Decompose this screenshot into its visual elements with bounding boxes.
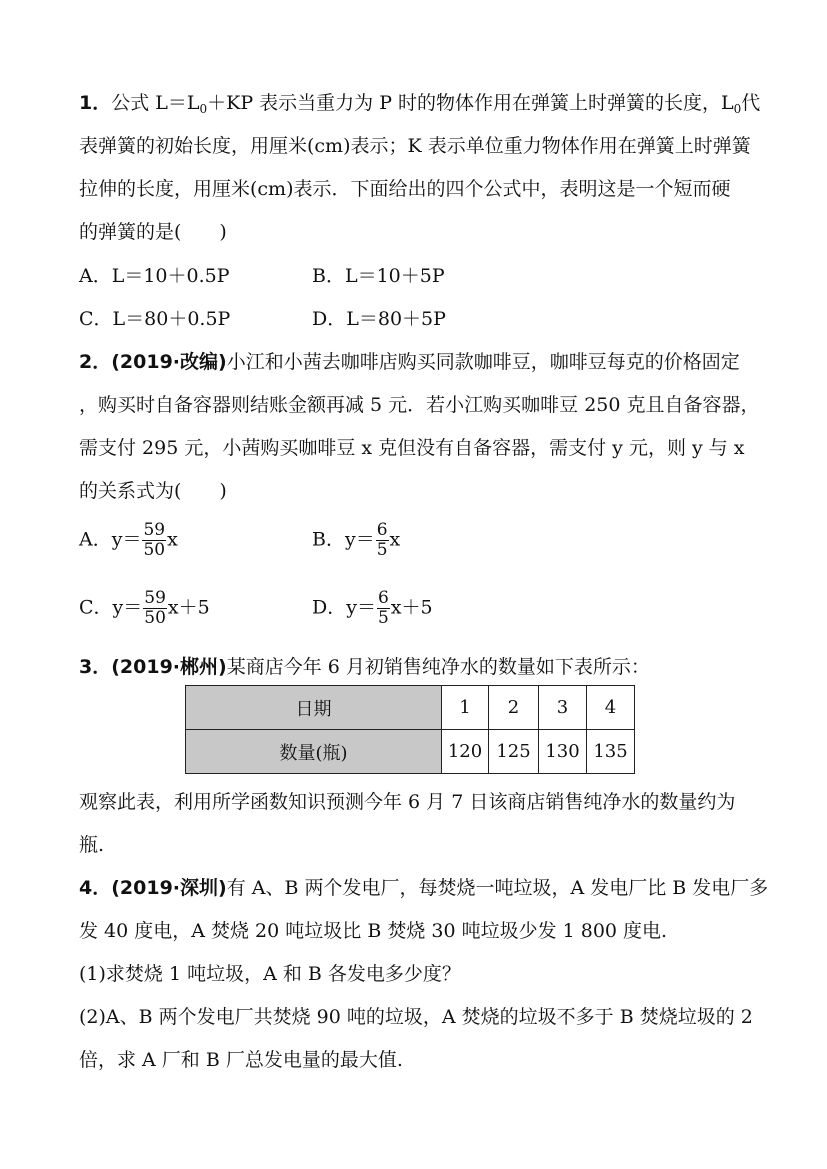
q2-option-b-suffix: x <box>389 528 401 551</box>
q2-option-d-numerator: 6 <box>377 588 389 608</box>
q2-option-c-denominator: 50 <box>144 608 166 628</box>
q1-option-b: B．L＝10＋5P <box>312 265 445 287</box>
table-cell: 1 <box>442 686 489 730</box>
q3-after-line-1: 观察此表，利用所学函数知识预测今年 6 月 7 日该商店销售纯净水的数量约为 <box>79 791 736 813</box>
q1-line-4: 的弹簧的是( ) <box>79 221 227 243</box>
q2-text-1: 小江和小茜去咖啡店购买同款咖啡豆，咖啡豆每克的价格固定 <box>226 351 740 373</box>
q2-option-a-numerator: 59 <box>143 520 166 540</box>
q2-option-b-fraction <box>376 521 389 560</box>
q1-text-b: ＋KP 表示当重力为 P 时的物体作用在弹簧上时弹簧的长度，L <box>207 92 734 114</box>
q2-line-2: ，购买时自备容器则结账金额再减 5 元．若小江购买咖啡豆 250 克且自备容器， <box>79 394 760 416</box>
q4-line-2: 发 40 度电，A 焚烧 20 吨垃圾比 B 焚烧 30 吨垃圾少发 1 800 度电. <box>79 920 668 942</box>
table-cell: 120 <box>442 730 489 774</box>
q3-number: 3． <box>79 656 112 678</box>
q2-number: 2． <box>79 351 112 373</box>
table-cell: 4 <box>587 686 635 730</box>
q2-line-3: 需支付 295 元，小茜购买咖啡豆 x 克但没有自备容器，需支付 y 元，则 y 与 x <box>79 437 745 459</box>
table-cell: 125 <box>489 730 539 774</box>
q2-option-a <box>79 521 178 560</box>
q2-option-c-suffix: x＋5 <box>167 596 210 619</box>
q2-option-a-suffix: x <box>167 528 178 551</box>
q2-option-b-numerator: 6 <box>376 520 388 540</box>
table-header-quantity: 数量(瓶) <box>186 730 442 774</box>
q2-option-c-prefix: C．y＝ <box>79 596 143 619</box>
q1-option-d: D．L＝80＋5P <box>312 308 446 330</box>
q2-option-a-prefix: A．y＝ <box>79 528 142 551</box>
q1-text-a: 公式 L＝L <box>111 92 200 114</box>
q1-line-2: 表弹簧的初始长度，用厘米(cm)表示；K 表示单位重力物体作用在弹簧上时弹簧 <box>79 135 751 157</box>
table-row-date <box>186 686 635 730</box>
table-cell: 2 <box>489 686 539 730</box>
q4-text-1: 有 A、B 两个发电厂，每焚烧一吨垃圾，A 发电厂比 B 发电厂多 <box>226 877 769 899</box>
q2-option-c <box>79 589 210 628</box>
table-cell: 3 <box>539 686 587 730</box>
q2-option-d-denominator: 5 <box>377 608 389 628</box>
q2-option-c-fraction <box>143 589 167 628</box>
q1-option-a: A．L＝10＋0.5P <box>79 265 230 287</box>
q2-option-b-prefix: B．y＝ <box>312 528 375 551</box>
q1-text-c: 代 <box>741 92 761 114</box>
q2-option-d-prefix: D．y＝ <box>312 596 376 619</box>
q4-number: 4． <box>79 877 112 899</box>
q2-line-1 <box>79 350 740 374</box>
q2-option-d <box>312 589 433 628</box>
q2-option-d-suffix: x＋5 <box>390 596 433 619</box>
q3-after-line-2: 瓶. <box>79 834 105 856</box>
q1-subscript-1: 0 <box>199 102 208 116</box>
q4-part-2-line-1: (2)A、B 两个发电厂共焚烧 90 吨的垃圾，A 焚烧的垃圾不多于 B 焚烧垃圾的 2 <box>79 1006 753 1028</box>
q3-text-1: 某商店今年 6 月初销售纯净水的数量如下表所示： <box>226 656 650 678</box>
q3-source: (2019·郴州) <box>111 656 227 678</box>
q1-line-1 <box>79 91 760 115</box>
sales-table <box>185 685 635 774</box>
q2-option-b <box>312 521 400 560</box>
q1-option-c: C．L＝80＋0.5P <box>79 308 231 330</box>
q1-number: 1． <box>79 92 112 114</box>
q2-option-d-fraction <box>377 589 390 628</box>
q4-source: (2019·深圳) <box>111 877 227 899</box>
q2-option-c-numerator: 59 <box>144 588 166 608</box>
table-row-quantity <box>186 730 635 774</box>
q3-line-1 <box>79 655 650 679</box>
q2-option-a-denominator: 50 <box>143 540 166 560</box>
q4-part-2-line-2: 倍，求 A 厂和 B 厂总发电量的最大值. <box>79 1049 403 1071</box>
table-cell: 130 <box>539 730 587 774</box>
q2-line-4: 的关系式为( ) <box>79 480 227 502</box>
q2-option-b-denominator: 5 <box>376 540 388 560</box>
q2-source: (2019·改编) <box>111 351 227 373</box>
table-cell: 135 <box>587 730 635 774</box>
table-header-date: 日期 <box>186 686 442 730</box>
q4-part-1: (1)求焚烧 1 吨垃圾，A 和 B 各发电多少度？ <box>79 963 461 985</box>
q1-line-3: 拉伸的长度，用厘米(cm)表示．下面给出的四个公式中，表明这是一个短而硬 <box>79 178 731 200</box>
q1-subscript-2: 0 <box>733 102 742 116</box>
q4-line-1 <box>79 876 768 900</box>
q2-option-a-fraction <box>142 521 166 560</box>
